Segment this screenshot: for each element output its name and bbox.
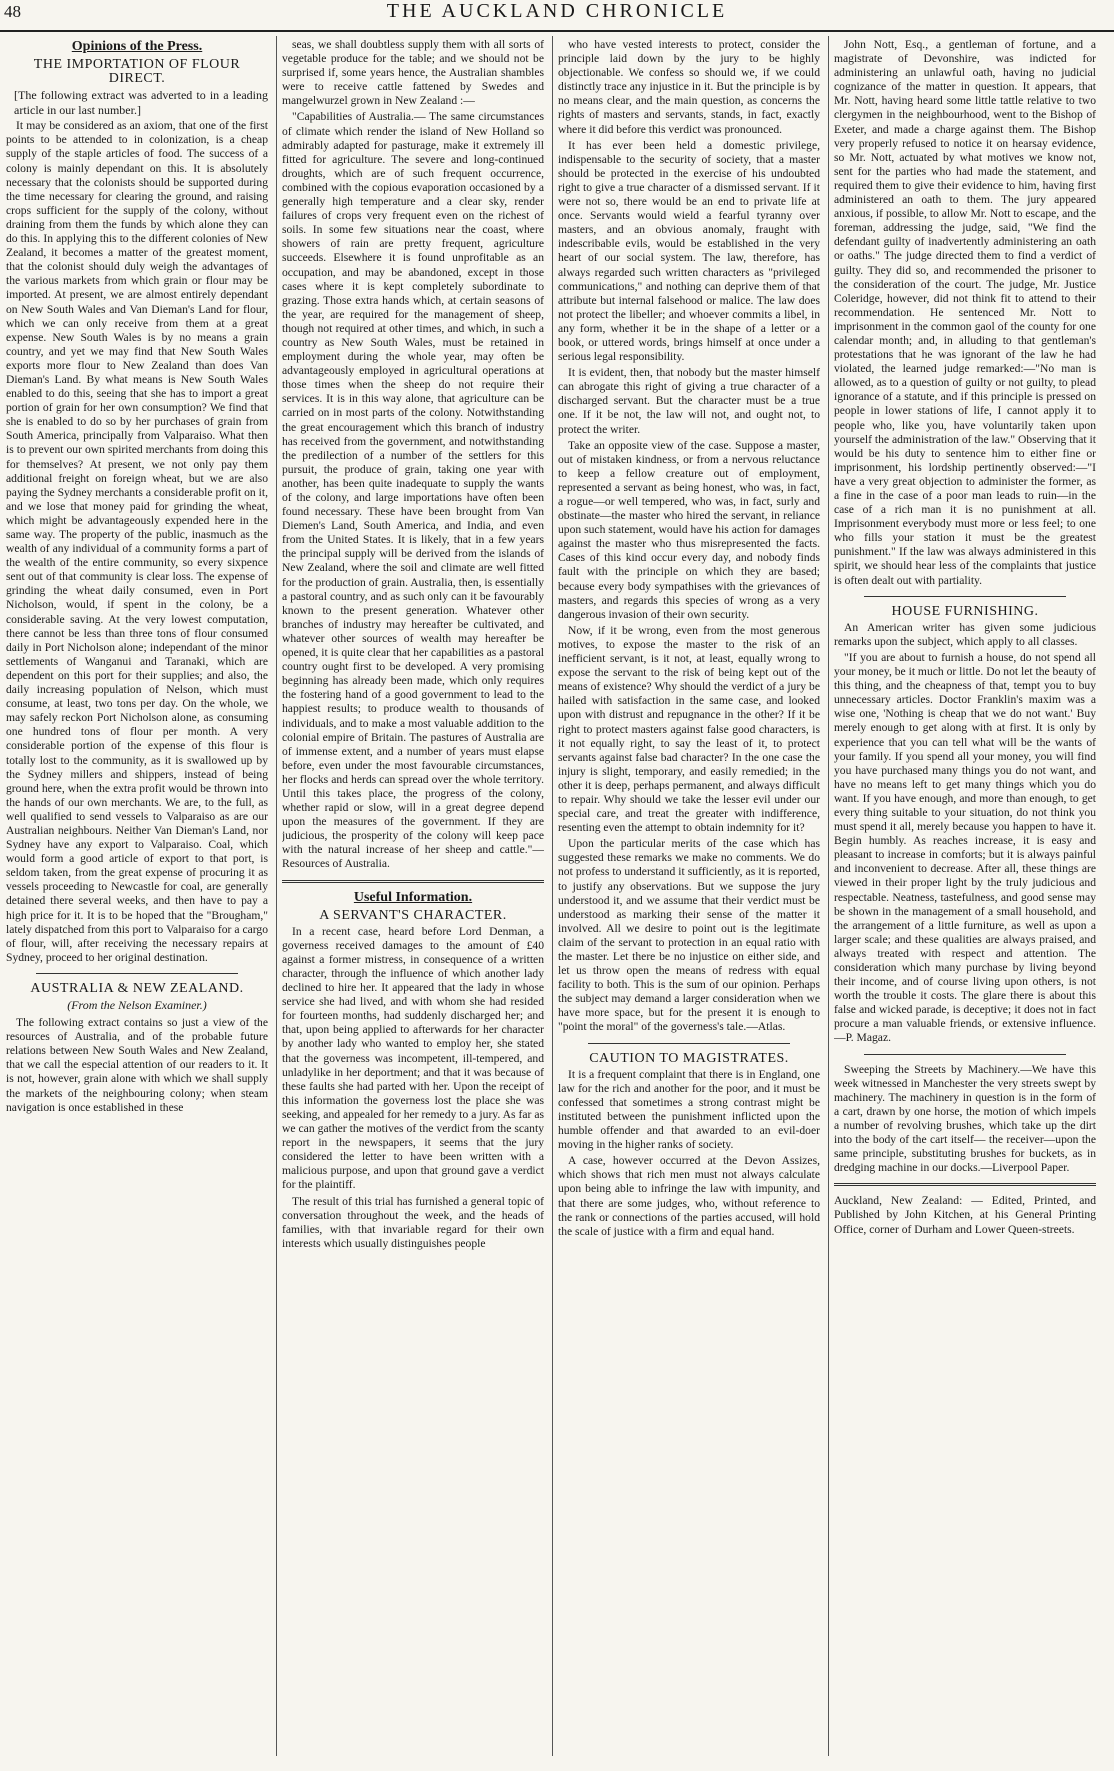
article-paragraph: "Capabilities of Australia.— The same circumstances of climate which render the island of New Holland so admirably adapted for pasturage, make it extremely ill fitted for agriculture. The severe and long-continued droughts, which are of such frequent occurrence, combined with the copious evaporation occasioned by a generally high temperature and a clear sky, render failures of crops very frequent even on the richest of soils. In some few situations near the coast, where showers of rain are pretty frequent, agriculture succeeds. Elsewhere it is found unprofitable as an occupation, and may be abandoned, except in those cases where it is kept completely subordinate to grazing. Those extra hands which, at certain seasons of the year, are required for the management of sheep, though not required at other times, and which, in such a country as New South Wales, must be retained in employment during the whole year, may often be advantageously employed in agricultural operations at those times when the sheep do not require their services. It is in this way alone, that agriculture can be carried on in most parts of the colony. Notwithstanding the great encouragement which this branch of industry has received from the government, and notwithstanding the predilection of a number of the settlers for this pursuit, the produce of grain, taking one year with another, has been quite inadequate to supply the wants of the colony, and large importations have often been found necessary. These have been brought from Van Diemen's Land, South America, and India, and even from the United States. It is likely, that in a few years the principal supply will be derived from the islands of New Zealand, where the soil and climate are well fitted for the production of grain. Australia, then, is essentially a pastoral country, and as such only can it be favourably known to the present generation. Whatever other branches of industry may hereafter be cultivated, and whatever other sources of wealth may hereafter be opened, it is quite clear that her capabilities as a pastoral country ought first to be developed. A very promising beginning has already been made, which only requires the fostering hand of a good government to lead to the happiest results; to produce wealth to thousands of individuals, and to make a most valuable addition to the colonial empire of Britain. The pastures of Australia are of immense extent, and a number of years must elapse before, even under the most favourable circumstances, her flocks and herds can spread over the whole territory. Until this takes place, the progress of the colony, whether rapid or slow, will in a great degree depend upon the measures of the government. If they are judicious, the prosperity of the colony will keep pace with the natural increase of her sheep and cattle."—Resources of Australia. — [282, 110, 544, 871]
article-title: AUSTRALIA & NEW ZEALAND. — [30, 980, 244, 996]
article-paragraph: Sweeping the Streets by Machinery.—We have this week witnessed in Manchester the very streets swept by machinery. The machinery in question is in the form of a cart, drawn by one horse, the motion of which impels a number of revolving brushes, which take up the dirt into the body of the cart itself— the receiver—upon the same principle, substituting brushes for buckets, as in dredging machine in our docks.—Liverpool Paper. — [834, 1062, 1096, 1175]
section-separator — [834, 1183, 1096, 1186]
article-paragraph: Upon the particular merits of the case which has suggested these remarks we make no comments. We do not profess to understand it sufficiently, as it is reported, to justify any observations. But we suppose the jury understood it, and we assume that their verdict must be understood as marking their sense of the matter it involved. All we desire to point out is the legitimate claim of the servant to protection in an equal ratio with the master. Let there be no injustice on either side, and let us throw open the means of redress with equal facility to both. This is the sum of our opinion. Perhaps the subject may demand a larger consideration when we have more space, but for the present it is enough to "point the moral" of the governess's tale.—Atlas. — [558, 837, 820, 1034]
article-separator — [864, 1054, 1066, 1055]
article-separator — [588, 1043, 790, 1044]
column-rule — [828, 36, 829, 1756]
article-title: HOUSE FURNISHING. — [891, 603, 1039, 619]
masthead: THE AUCKLAND CHRONICLE — [386, 0, 728, 22]
article-paragraph: A case, however occurred at the Devon Assizes, which shows that rich men must not always calculate upon being able to infringe the law with impunity, and that there are some judges, who, without reference to the rank or connections of the parties accused, will hold the scale of justice with a firm and equal hand. — [558, 1154, 820, 1238]
editor-note: [The following extract was adverted to in a leading article in our last number.] — [14, 88, 268, 117]
article-paragraph: "If you are about to furnish a house, do not spend all your money, be it much or little. Do not let the beauty of this thing, and the cheapness of that, tempt you to buy unnecessary articles. Doctor Franklin's maxim was a wise one, 'Nothing is cheap that we do not want.' Buy merely enough to get along with at first. It is only by experience that you can tell what will be the wants of your family. If you spend all your money, you will find you have purchased many things you do not want, and have no means left to get many things which you do want. If you have enough, and more than enough, to get every thing suitable to your situation, do not think you must spend it all, merely because you happen to have it. Begin humbly. As reaches increase, it is easy and pleasant to increase in comforts; but it is always painful and inconvenient to decrease. After all, these things are viewed in their proper light by the truly judicious and respectable. Neatness, tastefulness, and good sense may be shown in the management of a small household, and the arrangement of a little furniture, as well as upon a larger scale; and these qualities are always praised, and always treated with respect and attention. The consideration which many purchase by living beyond their income, and of course living upon others, is not worth the trouble it costs. The glare there is about this false and wicked parade, is deceptive; it does not in fact procure a man valuable friends, or extensive influence.—P. Magaz. — [834, 650, 1096, 1045]
article-source: (From the Nelson Examiner.) — [67, 998, 207, 1012]
column-1 — [6, 38, 268, 1738]
column-3 — [558, 38, 820, 1738]
article-title: A SERVANT'S CHARACTER. — [319, 907, 507, 923]
article-paragraph: The result of this trial has furnished a general topic of conversation throughout the week, and the heads of families, with that invariable regard for their own interests which usually distinguishes people — [282, 1194, 544, 1250]
article-title: THE IMPORTATION OF FLOUR DIRECT. — [33, 57, 241, 87]
section-heading: Opinions of the Press. — [71, 39, 203, 54]
article-paragraph: seas, we shall doubtless supply them with all sorts of vegetable produce for the table; and we should not be surprised if, some years hence, the Australian shambles were to receive cattle fattened by Swedes and mangelwurzel grown in New Zealand :— — [282, 38, 544, 108]
article-paragraph: Now, if it be wrong, even from the most generous motives, to expose the master to the risk of an inefficient servant, is it not, at least, equally wrong to expose the servant to the risk of being kept out of the means of existence? Why should the verdict of a jury be hailed with satisfaction in the same case, and looked upon with distrust and repugnance in the other? If it be right to protect masters against false good characters, is it not equally right, to say the least of it, to protect servants against false bad character? In the one case the injury is slight, temporary, and easily remedied; in the other it is deep, perhaps permanent, and always difficult to repair. Why should we take the lesser evil under our special care, and treat the greater with indifference, resenting even the attempt to obtain indemnity for it? — [558, 623, 820, 835]
column-rule — [552, 36, 553, 1756]
article-paragraph: It is a frequent complaint that there is in England, one law for the rich and another for the poor, and it must be confessed that sometimes a strong contrast might be instituted between the punishment inflicted upon the humble offender and that awarded to an evil-doer moving in the higher ranks of society. — [558, 1067, 820, 1152]
article-title: CAUTION TO MAGISTRATES. — [589, 1050, 789, 1066]
imprint: Auckland, New Zealand: — Edited, Printed, and Published by John Kitchen, at his General Printing Office, corner of Durham and Lower Queen-streets. — [834, 1194, 1096, 1236]
article-paragraph: It may be considered as an axiom, that one of the first points to be attended to in colonization, is a cheap supply of the staple articles of food. The success of a colony is mainly dependant on this. It is absolutely necessary that the colonists should be supported during the time necessary for clearing the ground, and raising crops sufficient for the supply of the colony, without draining from them the funds by which alone they can do this. In applying this to the different colonies of New Zealand, it becomes a matter of the greatest moment, that the colonist should duly weigh the advantages of the various markets from which grain or flour may be imported. At present, we are almost entirely dependant on New South Wales and Van Dieman's Land for flour, which we can only receive from them at a great expense. New South Wales is by no means a grain country, and yet we may find that New South Wales exports more flour to New Zealand than does Van Dieman's Land. By what means is New South Wales enabled to do this, seeing that she has to import a great portion of grain for her own consumption? We find that she is enabled to do so by her purchases of grain from South America, principally from Valparaiso. What then is to prevent our own spirited merchants from doing this for themselves? At present, we not only pay them additional freight on foreign wheat, but we are also paying the Sydney merchants a considerable profit on it, and we lose that money paid for grinding the wheat, which might be advantageously expended here in the same way. The property of the public, inasmuch as the wealth of any individual of a community forms a part of the wealth of the entire community, so every sixpence sent out of that community is clear loss. The expense of grinding the wheat daily consumed, even in Port Nicholson, would, if spent in the colony, be a considerable saving. At the very lowest computation, there cannot be less than three tons of flour consumed daily in Port Nicholson alone; independant of the minor settlements of Wanganui and Taranaki, which are dependent on this port for their supplies; and also, the daily increasing population of Nelson, which must consume, at least, two tons per day. On the whole, we may safely reckon Port Nicholson alone, as consuming one hundred tons of flour per month. A very considerable portion of the expense of this flour is totally lost to the community, as it is swallowed up by the Sydney millers and shippers, instead of being ground here, when the extra profit would be thrown into the hands of our own merchants. We are, to the full, as well qualified to send vessels to Valparaiso as are our Australian neighbours. Neither Van Dieman's Land, nor Sydney have any export to Valparaiso. Coal, which would form a good article of export to that port, is seldom taken, from the great expense of procuring it as vessels proceeding to Newcastle for coal, are generally detained there several weeks, and then have to pay a high price for it. It is to be hoped that the "Brougham," lately dispatched from this port to Valparaiso for a cargo of flour, will, after receiving the necessary repairs at Sydney, proceed to her original destination. — [6, 119, 268, 964]
section-separator — [282, 880, 544, 883]
page-number: 48 — [4, 2, 21, 21]
article-separator — [864, 596, 1066, 597]
article-paragraph: In a recent case, heard before Lord Denman, a governess received damages to the amount of £40 against a former mistress, in consequence of a written character, through the influence of which another lady declined to hire her. It appeared that the lady in whose service she had lived, and with whom she had resided for fourteen months, had suddenly discharged her; and that, upon being applied to afterwards for her character by another lady who wanted to employ her, she stated that the governess was incompetent, ill-tempered, and unladylike in her deportment; and that it was because of these faults she had parted with her. Upon the receipt of this information the governess lost the place she was seeking, and appealed for her remedy to a jury. As far as we can gather the motives of the verdict from the scanty report in the newspapers, it seems that the jury considered the letter to have been written with a malicious purpose, and upon that ground gave a verdict for the plaintiff. — [282, 924, 544, 1192]
column-rule — [276, 36, 277, 1756]
column-4 — [834, 38, 1096, 1738]
article-paragraph: who have vested interests to protect, consider the principle laid down by the jury to be highly objectionable. We confess so should we, if we could distinctly trace any injustice in it. But the principle is by no means clear, and the main question, as concerns the rights of masters and servants, stands, in fact, exactly where it did before this verdict was pronounced. — [558, 38, 820, 136]
article-paragraph: An American writer has given some judicious remarks upon the subject, which apply to all classes. — [834, 620, 1096, 648]
article-paragraph: John Nott, Esq., a gentleman of fortune, and a magistrate of Devonshire, was indicted for administering an unlawful oath, having no judicial cognizance of the matter in question. It appears, that Mr. Nott, having heard some little tattle relative to two clergymen in the neighbourhood, went to the Bishop of Exeter, and made a charge against them. The Bishop very properly refused to notice it on hearsay evidence, so Mr. Nott, actuated by what motives we know not, sent for the parties who had made the statement, and required them to give their evidence to him, having first administered an oath to them. The jury appeared anxious, if possible, to allow Mr. Nott to escape, and the foreman, addressing the judge, said, "We find the defendant guilty of inadvertently administering an oath or oaths." The judge directed them to find a verdict of guilty. They did so, and recommended the prisoner to the consideration of the court. The judge, Mr. Justice Coleridge, however, did not think fit to attend to their recommendation. He sentenced Mr. Nott to imprisonment in the common gaol of the county for one calendar month; and, in alluding to that gentleman's protestations that he was ignorant of the law he had violated, the learned judge remarked:—"No man is allowed, as to a question of guilty or not guilty, to plead ignorance of a statute, and if this principle is pressed on people in lower stations of life, I cannot apply it to people who, like you, have voluntarily taken upon yourself the administration of the law." Observing that it would be his duty to sentence him to either fine or imprisonment, his lordship pertinently observed:—"I have a very great objection to administer the former, as a fine in the case of a poor man leads to ruin—in the case of a rich man it is no punishment at all. Imprisonment everybody must more or less feel; to one who fills your station it must be the greatest punishment." If the law was always administered in this spirit, we should hear less of the complaints that justice is often dealt out with partiality. — [834, 38, 1096, 587]
page-header — [0, 0, 1114, 32]
article-paragraph: It has ever been held a domestic privilege, indispensable to the security of society, that a master should be protected in the exercise of his undoubted right to give a true character of a dismissed servant. If it were not so, there would be an end to private life at once. Servants would wield a fearful tyranny over masters, and an obvious anomaly, fraught with indescribable evils, would be established in the very heart of our social system. The law, therefore, has always regarded such written characters as "privileged communications," and nothing can deprive them of that attribute but internal falsehood or malice. The law does not protect the libeller; and whoever commits a libel, in any form, whether it be in the shape of a letter or a book, or uttered words, brings himself at once under a serious legal responsibility. — [558, 138, 820, 364]
column-2 — [282, 38, 544, 1738]
section-heading: Useful Information. — [353, 889, 473, 905]
article-paragraph: Take an opposite view of the case. Suppose a master, out of mistaken kindness, or from a nervous reluctance to keep a fellow creature out of employment, represented a servant as being honest, who was, in fact, a rogue—or well tempered, who was, in fact, surly and obstinate—the master who hired the servant, in reliance upon such statement, would have his action for damages against the master who thus misrepresented the facts. Cases of this kind occur every day, and nobody finds fault with the principle on which they are based; because every body sympathises with the grievances of masters, and regards this species of wrong as a very dangerous invasion of their own security. — [558, 438, 820, 621]
article-paragraph: The following extract contains so just a view of the resources of Australia, and of the probable future relations between New South Wales and New Zealand, that we call the especial attention of our readers to it. It is not, however, grain alone with which we shall supply the markets of the neighbouring colony; when steam navigation is once established in these — [6, 1016, 268, 1114]
article-paragraph: It is evident, then, that nobody but the master himself can abrogate this right of giving a true character of a discharged servant. But the character must be a true one. If it be not, the law will not, and ought not, to protect the writer. — [558, 366, 820, 436]
article-separator — [36, 973, 238, 974]
